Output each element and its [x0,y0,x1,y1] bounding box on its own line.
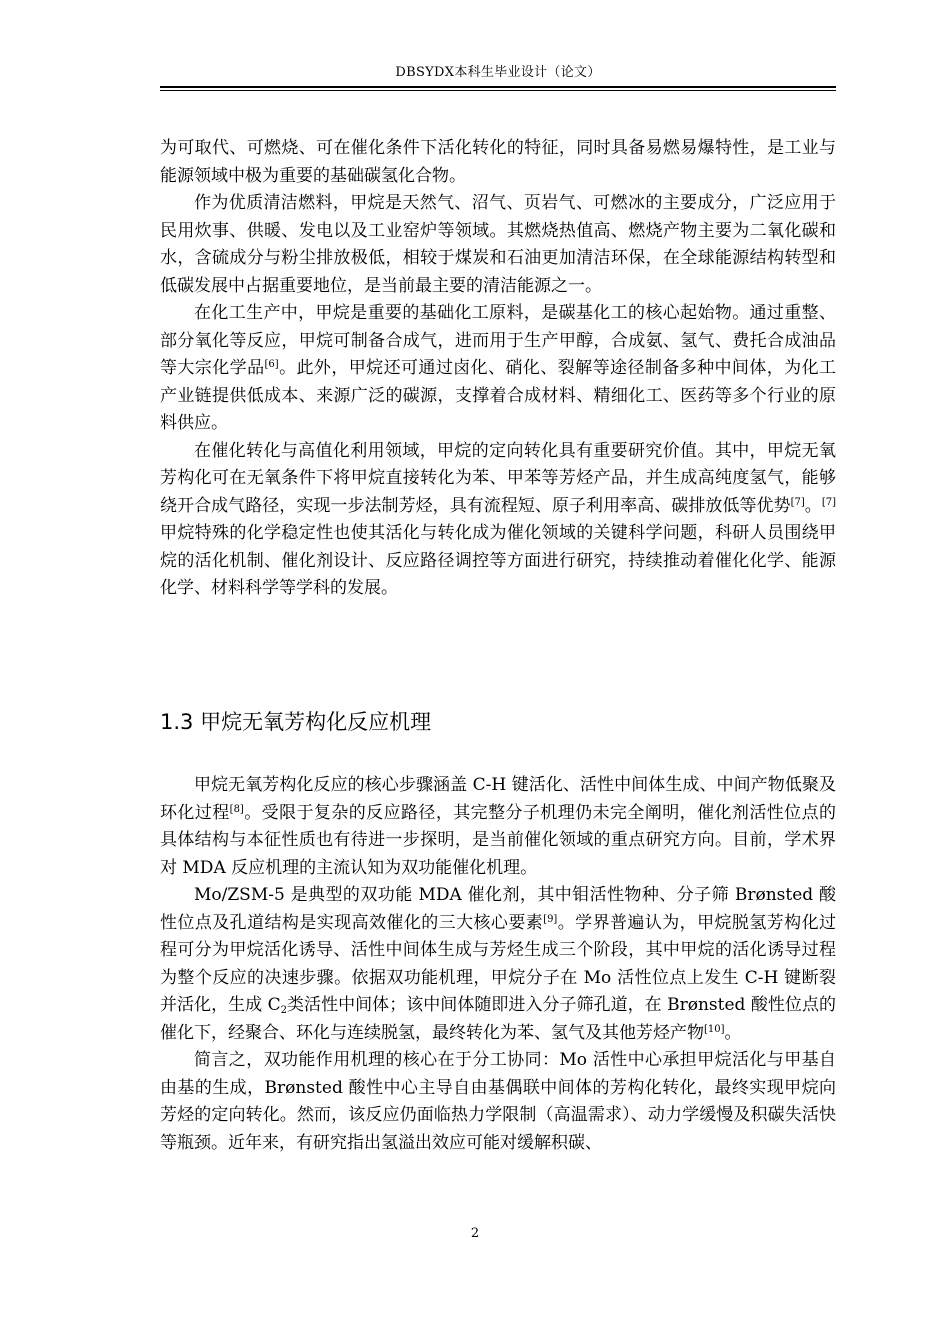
paragraph: 为可取代、可燃烧、可在催化条件下活化转化的特征，同时具备易燃易爆特性，是工业与能源领域中极为重要的基础碳氢化合物。 [160,138,836,186]
paragraph-text: 。 [804,495,822,516]
paragraph-text: 。此外，甲烷还可通过卤化、硝化、裂解等途径制备多种中间体，为化工产业链提供低成本、来源广泛的碳源，支撑着合成材料、精细化工、医药等多个行业的原料供应。 [160,358,836,433]
paragraph-text: 类活性中间体；该中间体随即进入分子筛孔道，在 Brønsted 酸性位点的催化下，经聚合、环化与连续脱氢，最终转化为苯、氢气及其他芳烃产物 [160,995,836,1043]
body-text-top [160,135,836,603]
citation: [9] [543,913,558,925]
section-heading: 1.3 甲烷无氧芳构化反应机理 [160,710,432,734]
paragraph-text: 在化工生产中，甲烷是重要的基础化工原料，是碳基化工的核心起始物。通过重整、部分氧化等反应，甲烷可制备合成气，进而用于生产甲醇，合成氨、氢气、费托合成油品等大宗化学品 [160,303,836,378]
header-rule [160,86,836,91]
citation: [7] [790,496,805,508]
citation: [8] [229,803,244,815]
paragraph: 简言之，双功能作用机理的核心在于分工协同：Mo 活性中心承担甲烷活化与甲基自由基的生成，Brønsted 酸性中心主导自由基偶联中间体的芳构化转化，最终实现甲烷向芳烃的定向转化。然而，该反应仍面临热力学限制（高温需求）、动力学缓慢及积碳失活快等瓶颈。近年来，有研究指出氢溢出效应可能对缓解积碳、 [160,1050,836,1153]
paragraph-text: 。受限于复杂的反应路径，其完整分子机理仍未完全阐明，催化剂活性位点的具体结构与本征性质也有待进一步探明，是当前催化领域的重点研究方向。目前，学术界对 MDA 反应机理的主流认知为双功能催化机理。 [160,802,837,878]
paragraph [160,772,836,882]
paragraph-text: 在催化转化与高值化利用领域，甲烷的定向转化具有重要研究价值。其中，甲烷无氧芳构化可在无氧条件下将甲烷直接转化为苯、甲苯等芳烃产品，并生成高纯度氢气，能够绕开合成气路径，实现一步法制芳烃，具有流程短、原子利用率高、碳排放低等优势 [160,440,836,516]
paragraph-text: 甲烷特殊的化学稳定性也使其活化与转化成为催化领域的关键科学问题，科研人员围绕甲烷的活化机制、催化剂设计、反应路径调控等方面进行研究，持续推动着催化化学、能源化学、材料科学等学科的发展。 [160,523,836,598]
citation: [6] [264,359,279,370]
paragraph-text: Mo/ZSM-5 是典型的双功能 MDA 催化剂，其中钼活性物种、分子筛 Brønsted 酸性位点及孔道结构是实现高效催化的三大核心要素 [160,885,836,933]
citation: [7] [821,496,837,508]
paragraph-text: 甲烷无氧芳构化反应的核心步骤涵盖 C-H 键活化、活性中间体生成、中间产物低聚及环化过程 [160,775,836,823]
page-number: 2 [470,1226,480,1241]
running-header: DBSYDX本科生毕业设计（论文） [395,65,601,80]
paragraph [160,300,836,438]
paragraph-text: 。学界普遍认为，甲烷脱氢芳构化过程可分为甲烷活化诱导、活性中间体生成与芳烃生成三个阶段，其中甲烷的活化诱导过程为整个反应的决速步骤。依据双功能机理，甲烷分子在 Mo 活性位点上发生 C-H 键断裂并活化，生成 C [160,912,837,1015]
subscript: 2 [280,1005,287,1016]
citation: [10] [704,1023,725,1035]
body-text-bottom [160,772,836,1157]
paragraph [160,438,836,603]
paragraph: 作为优质清洁燃料，甲烷是天然气、沼气、页岩气、可燃冰的主要成分，广泛应用于民用炊事、供暖、发电以及工业窑炉等领域。其燃烧热值高、燃烧产物主要为二氧化碳和水，含硫成分与粉尘排放极低，相较于煤炭和石油更加清洁环保，在全球能源结构转型和低碳发展中占据重要地位，是当前最主要的清洁能源之一。 [160,193,836,296]
paragraph [160,882,836,1047]
paragraph-text: 。 [724,1022,742,1043]
